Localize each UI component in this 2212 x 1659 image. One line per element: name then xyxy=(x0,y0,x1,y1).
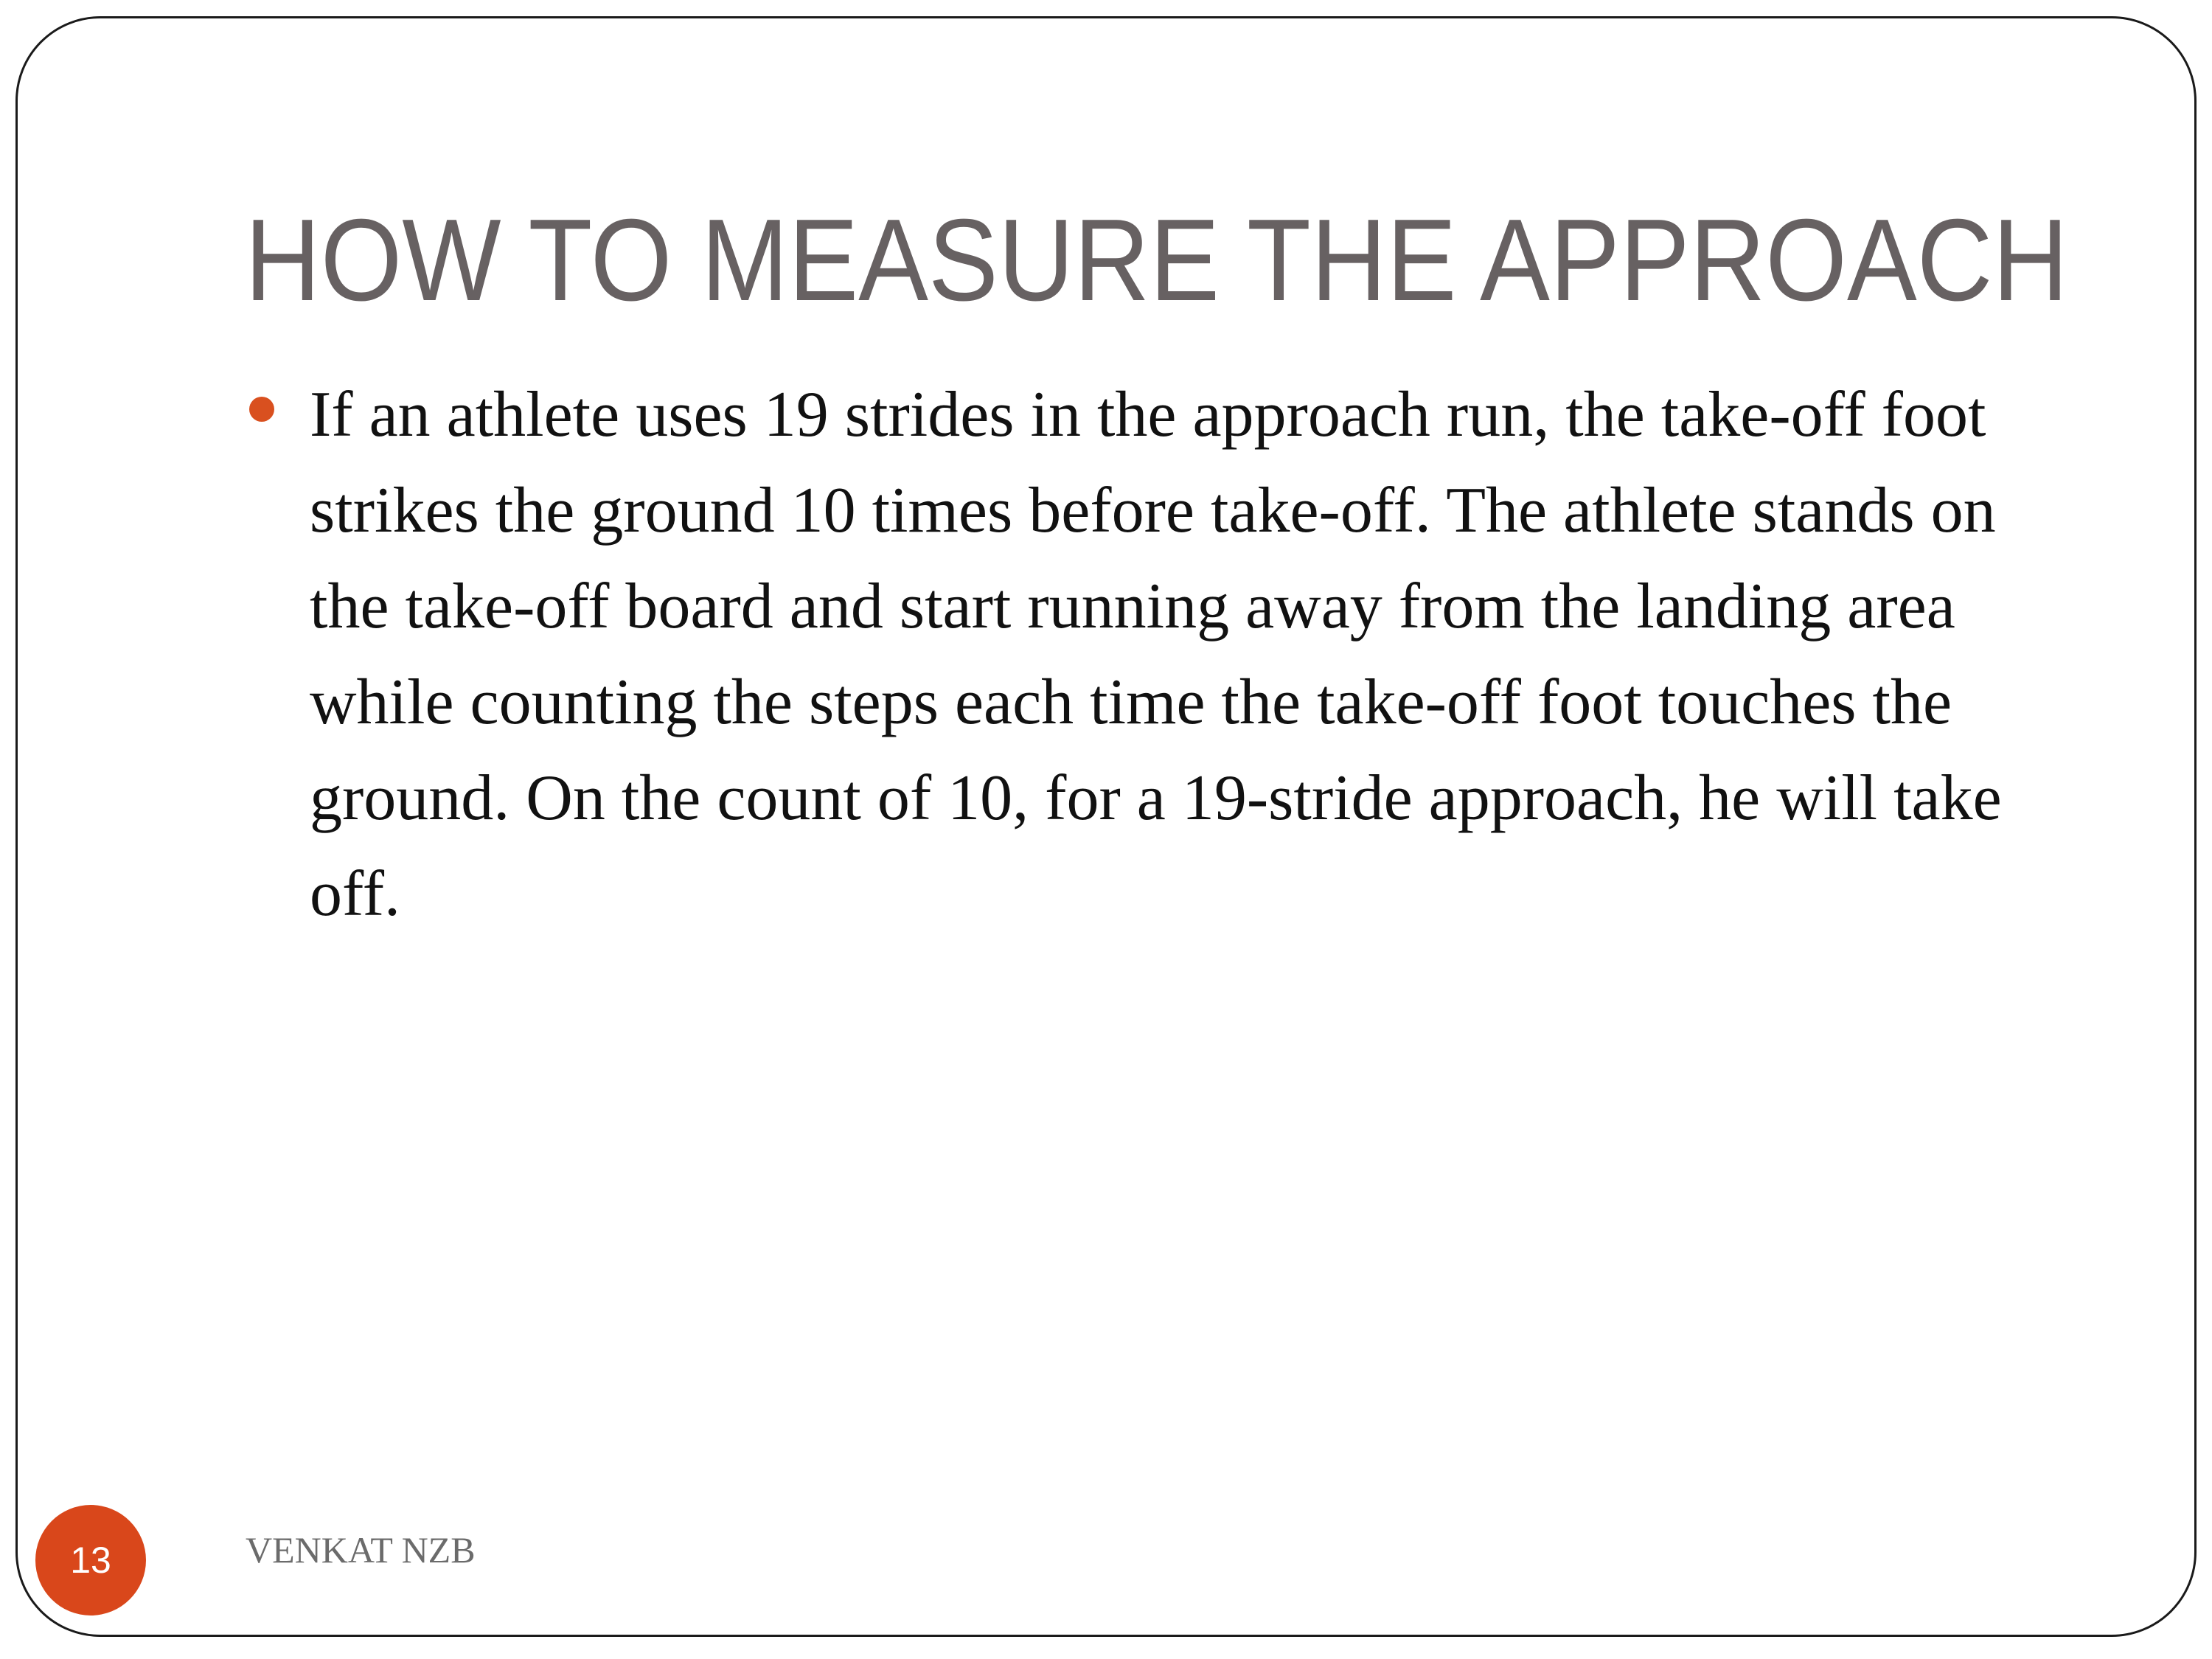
bullet-text: If an athlete uses 19 strides in the approach run, the take-off foot strikes the ground 10 times before take-off. The athlete stands on the take-off board and start running away from the landing area while counting the steps each time the take-off foot touches the ground. On the count of 10, for a 19-stride approach, he will take off. xyxy=(310,379,2002,930)
slide-number: 13 xyxy=(70,1540,111,1581)
footer-author: VENKAT NZB xyxy=(246,1529,476,1571)
bullet-item xyxy=(245,367,2073,942)
slide-title: HOW TO MEASURE THE APPROACH xyxy=(245,195,2069,325)
slide-number-badge xyxy=(35,1505,146,1615)
bullet-list xyxy=(245,367,2073,942)
bullet-dot-icon xyxy=(249,397,274,422)
